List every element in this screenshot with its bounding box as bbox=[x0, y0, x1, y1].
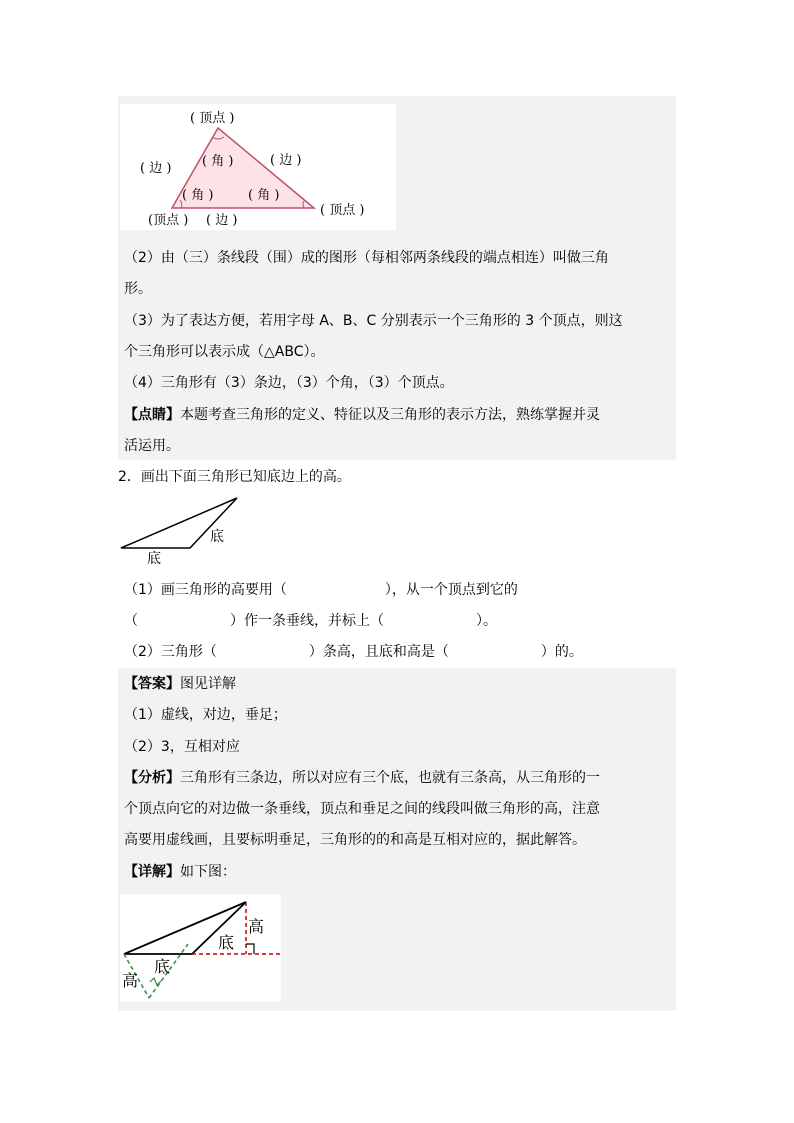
label-height-right: 高 bbox=[248, 917, 265, 936]
answer2-analysis-line1 bbox=[124, 768, 600, 788]
q1-line2-start: （ bbox=[124, 613, 138, 629]
right-angle-mark-right bbox=[246, 944, 254, 954]
label-base-bottom: 底 bbox=[147, 551, 161, 566]
label-right-vertex: ( 顶点 ) bbox=[320, 203, 365, 218]
answer-tag: 【答案】 bbox=[124, 676, 180, 692]
label-right-angle: ( 角 ) bbox=[248, 188, 280, 203]
q1-line1-start: （1）画三角形的高要用（ bbox=[124, 582, 287, 598]
label-top-vertex: ( 顶点 ) bbox=[190, 111, 235, 126]
label-base-right: 底 bbox=[210, 529, 224, 545]
answer2-analysis-line3: 高要用虚线画，且要标明垂足，三角形的的和高是互相对应的，据此解答。 bbox=[124, 832, 586, 848]
comment-text: 本题考查三角形的定义、特征以及三角形的表示方法，熟练掌握并灵 bbox=[180, 407, 600, 423]
question2-q1-line2 bbox=[124, 611, 497, 631]
q2-mid: ）条高，且底和高是（ bbox=[308, 644, 449, 660]
q2-start: （2）三角形（ bbox=[124, 644, 217, 660]
analysis-text: 三角形有三条边，所以对应有三个底，也就有三条高，从三角形的一 bbox=[180, 770, 600, 786]
answer2-answer bbox=[124, 674, 236, 694]
label-base-right: 底 bbox=[218, 933, 235, 952]
answer-text: 图见详解 bbox=[180, 676, 236, 692]
label-right-side: ( 边 ) bbox=[270, 153, 302, 168]
answer1-p2-line1: （2）由（三）条线段（围）成的图形（每相邻两条线段的端点相连）叫做三角 bbox=[124, 250, 609, 266]
detail-tag: 【详解】 bbox=[124, 864, 180, 880]
detail-text: 如下图： bbox=[180, 864, 236, 880]
label-base-bottom: 底 bbox=[154, 957, 171, 976]
question2-figure bbox=[118, 494, 242, 566]
q1-line2-mid: ）作一条垂线，并标上（ bbox=[230, 613, 384, 629]
question2-q1-line1 bbox=[124, 580, 518, 600]
obtuse-triangle-diagram bbox=[118, 494, 242, 566]
question2-title: 2．画出下面三角形已知底边上的高。 bbox=[118, 469, 351, 485]
answer2-analysis-line2: 个顶点向它的对边做一条垂线，顶点和垂足之间的线段叫做三角形的高，注意 bbox=[124, 801, 600, 817]
answer1-p3-line1: （3）为了表达方便，若用字母 A、B、C 分别表示一个三角形的 3 个顶点，则这 bbox=[124, 313, 623, 329]
answer2-a1: （1）虚线，对边，垂足； bbox=[124, 707, 287, 723]
question2-q2 bbox=[124, 642, 583, 662]
label-top-angle: ( 角 ) bbox=[202, 154, 234, 169]
answer1-p2-line2: 形。 bbox=[124, 281, 152, 297]
solution-figure bbox=[120, 894, 281, 1002]
comment-tag: 【点睛】 bbox=[124, 407, 180, 423]
answer1-p3-line2: 个三角形可以表示成（△ABC）。 bbox=[124, 344, 325, 360]
answer1-p4: （4）三角形有（3）条边，（3）个角，（3）个顶点。 bbox=[124, 375, 454, 391]
label-height-left: 高 bbox=[122, 971, 139, 990]
triangle-parts-diagram bbox=[120, 104, 396, 230]
answer2-a2: （2）3，互相对应 bbox=[124, 739, 240, 755]
answer1-comment-line2: 活运用。 bbox=[124, 438, 180, 454]
answer1-comment-line1 bbox=[124, 405, 600, 425]
label-left-angle: ( 角 ) bbox=[182, 188, 214, 203]
answer2-detail bbox=[124, 862, 236, 882]
q2-end: ）的。 bbox=[540, 644, 583, 660]
label-left-side: ( 边 ) bbox=[140, 161, 172, 176]
q1-line2-end: ）。 bbox=[476, 613, 497, 629]
label-left-vertex: (顶点 ) bbox=[148, 213, 189, 228]
solution-diagram bbox=[120, 894, 281, 1002]
analysis-tag: 【分析】 bbox=[124, 770, 180, 786]
triangle-parts-figure bbox=[120, 104, 396, 230]
label-bottom-side: ( 边 ) bbox=[206, 213, 238, 228]
q1-line1-end: ），从一个顶点到它的 bbox=[384, 582, 518, 598]
